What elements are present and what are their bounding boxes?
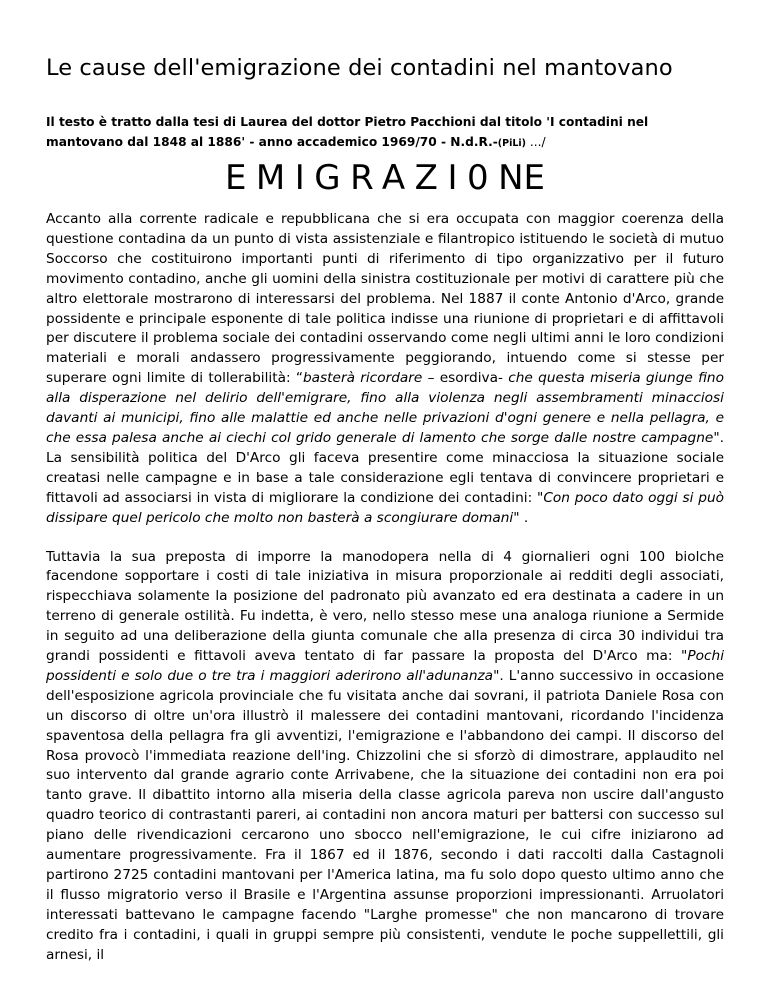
paragraph-1-text-b: – esordiva- xyxy=(422,370,509,387)
paragraph-2 xyxy=(46,548,724,966)
section-title xyxy=(46,158,724,198)
article-body xyxy=(46,210,724,966)
paragraph-1 xyxy=(46,210,724,529)
paragraph-1-text-a: Accanto alla corrente radicale e repubblicana che si era occupata con maggior coerenza della questione contadina da un punto di vista assistenziale e filantropico istituendo le società di mutuo Soccorso che costituirono importanti punti di riferimento di tipo organizzativo per il futuro movimento contadino, anche gli uomini della sinistra costituzionale per motivi di carattere più che altro elettorale mostrarono di interessarsi del problema. Nel 1887 il conte Antonio d'Arco, grande possidente e principale esponente di tale politica indisse una riunione di proprietari e di affittavoli per discutere il problema sociale dei contadini osservando come negli ultimi anni le loro condizioni materiali e morali andassero progressivamente peggiorando, intuendo come si stesse per superare ogni limite di tollerabilità: “ xyxy=(46,211,724,387)
paragraph-1-text-d: " . xyxy=(513,509,529,526)
paragraph-1-text-c: ". La sensibilità politica del D'Arco gli faceva presentire come minacciosa la situazione sociale creatasi nelle campagne e in base a tale considerazione egli tentava di convincere proprietari e fittavoli ad associarsi in vista di migliorare la condizione dei contadini: " xyxy=(46,429,724,506)
section-title-tail: NE xyxy=(498,158,546,198)
intro-note-signature: (PiLi) xyxy=(497,138,527,149)
intro-note xyxy=(46,112,724,154)
section-title-spaced: EMIGRAZI0 xyxy=(224,158,499,198)
paragraph-1-quote-b: che questa miseria giunge fino alla disperazione nel delirio dell'emigrare, fino alla violenza negli assembramenti minacciosi davanti ai municipi, fino alle malattie ed anche nelle privazioni d'ogni genere e nella pellagra, e che essa palesa anche ai ciechi col grido generale di lamento che sorge dalle nostre campagne xyxy=(46,370,724,446)
paragraph-2-quote-a: Pochi possidenti e solo due o tre tra i maggiori aderirono all'adunanza xyxy=(46,648,724,684)
paragraph-2-text-a: Tuttavia la sua preposta di imporre la manodopera nella di 4 giornalieri ogni 100 biolche facendone sopportare i costi di tale iniziativa in misura proporzionale ai redditi degli associati, rispecchiava solamente la posizione del padronato più avanzato ed era destinata a cadere in un terreno di generale ostilità. Fu indetta, è vero, nello stesso mese una analoga riunione a Sermide in seguito ad una deliberazione della giunta comunale che alla presenza di circa 30 individui tra grandi possidenti e fittavoli aveva tentato di far passare la proposta del D'Arco ma: " xyxy=(46,548,724,665)
paragraph-1-quote-a: basterà ricordare xyxy=(302,370,423,387)
paragraph-2-text-b: ". L'anno successivo in occasione dell'esposizione agricola provinciale che fu visitata anche dai sovrani, il patriota Daniele Rosa con un discorso di oltre un'ora illustrò il malessere dei contadini mantovani, ricordando l'incidenza spaventosa della pellagra fra gli avventizi, l'emigrazione e l'abbandono dei campi. Il discorso del Rosa provocò l'immediata reazione dell'ing. Chizzolini che si sforzò di dimostrare, applaudito nel suo intervento dal grande agrario conte Arrivabene, che la situazione dei contadini non era poi tanto grave. Il dibattito intorno alla miseria della classe agricola pareva non uscire dall'angusto quadro teorico di contrastanti pareri, ai contadini non ancora maturi per battersi con successo sul piano delle rivendicazioni cercarono uno sbocco nell'emigrazione, le cui cifre iniziarono ad aumentare progressivamente. Fra il 1867 ed il 1876, secondo i dati raccolti dalla Castagnoli partirono 2725 contadini mantovani per l'America latina, ma fu solo dopo questo ultimo anno che il flusso migratorio verso il Brasile e l'Argentina assunse proporzioni impressionanti. Arruolatori interessati battevano le campagne facendo "Larghe promesse" che non mancarono di trovare credito fra i contadini, i quali in gruppi sempre più consistenti, vendute le poche suppellettili, gli arnesi, il xyxy=(46,667,724,963)
intro-note-ellipsis: .../ xyxy=(526,135,546,149)
document-title: Le cause dell'emigrazione dei contadini nel mantovano xyxy=(46,55,673,81)
intro-note-text: Il testo è tratto dalla tesi di Laurea del dottor Pietro Pacchioni dal titolo 'I contadini nel mantovano dal 1848 al 1886' - anno accademico 1969/70 - N.d.R.- xyxy=(46,115,649,149)
paragraph-1-quote-c: Con poco dato oggi si può dissipare quel pericolo che molto non basterà a scongiurare domani xyxy=(46,489,724,526)
